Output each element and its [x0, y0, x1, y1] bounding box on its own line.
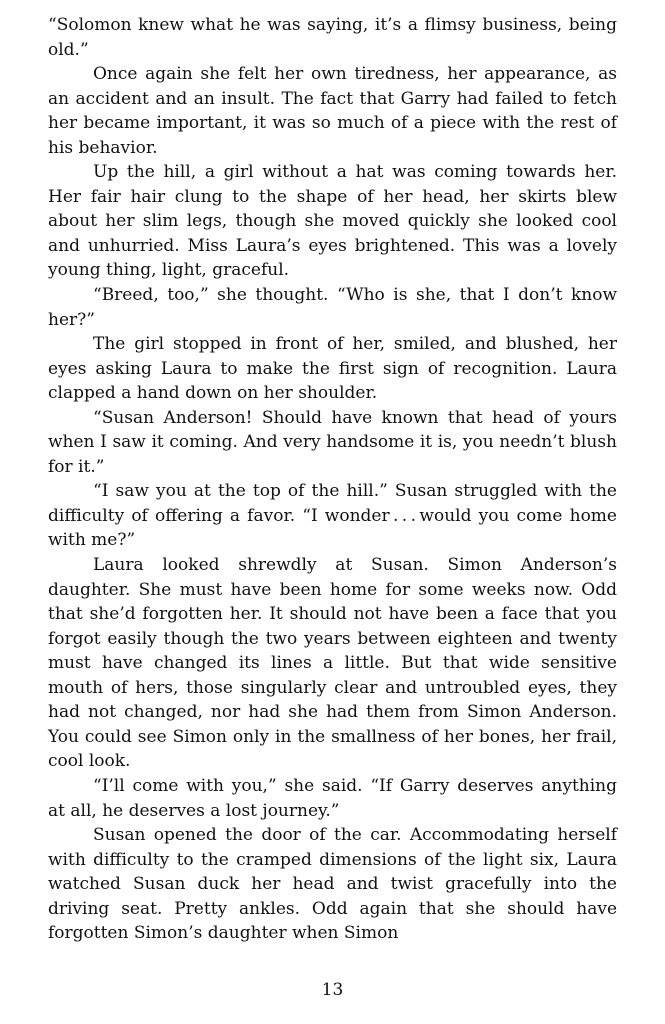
paragraph-3: Up the hill, a girl without a hat was coming towards her. Her fair hair clung to the shape of her head, her skirts blew about her slim legs, though she moved quickly she looked cool and unhurried. Miss Laura’s eyes brightened. This was a lovely young thing, light, graceful.: [48, 162, 617, 281]
paragraph-1: “Solomon knew what he was saying, it’s a flimsy business, being old.”: [48, 15, 617, 60]
paragraph-5: The girl stopped in front of her, smiled, and blushed, her eyes asking Laura to make the first sign of recognition. Laura clapped a hand down on her shoulder.: [48, 334, 617, 404]
page-number: 13: [321, 980, 344, 1000]
paragraph-7: “I saw you at the top of the hill.” Susan struggled with the difficulty of offering a favor. “I wonder . . . would you come home with me?”: [48, 481, 617, 551]
paragraph-4: “Breed, too,” she thought. “Who is she, that I don’t know her?”: [48, 285, 617, 330]
page-body: [48, 13, 617, 946]
paragraph-10: Susan opened the door of the car. Accommodating herself with difficulty to the cramped dimensions of the light six, Laura watched Susan duck her head and twist gracefully into the driving seat. Pretty ankles. Odd again that she should have forgotten Simon’s daughter when Simon: [48, 825, 617, 944]
paragraph-9: “I’ll come with you,” she said. “If Garry deserves anything at all, he deserves a lost journey.”: [48, 775, 617, 821]
paragraph-8: Laura looked shrewdly at Susan. Simon Anderson’s daughter. She must have been home for some weeks now. Odd that she’d forgotten her. It should not have been a face that you forgot easily though the two years between eighteen and twenty must have changed its lines a little. But that wide sensitive mouth of hers, those singularly clear and untroubled eyes, they had not changed, nor had she had them from Simon Anderson. You could see Simon only in the smallness of her bones, her frail, cool look.: [48, 555, 617, 772]
paragraph-2: Once again she felt her own tiredness, her appearance, as an accident and an insult. The fact that Garry had failed to fetch her became important, it was so much of a piece with the rest of his behavior.: [48, 64, 617, 158]
paragraph-6: “Susan Anderson! Should have known that head of yours when I saw it coming. And very handsome it is, you needn’t blush for it.”: [48, 407, 617, 477]
